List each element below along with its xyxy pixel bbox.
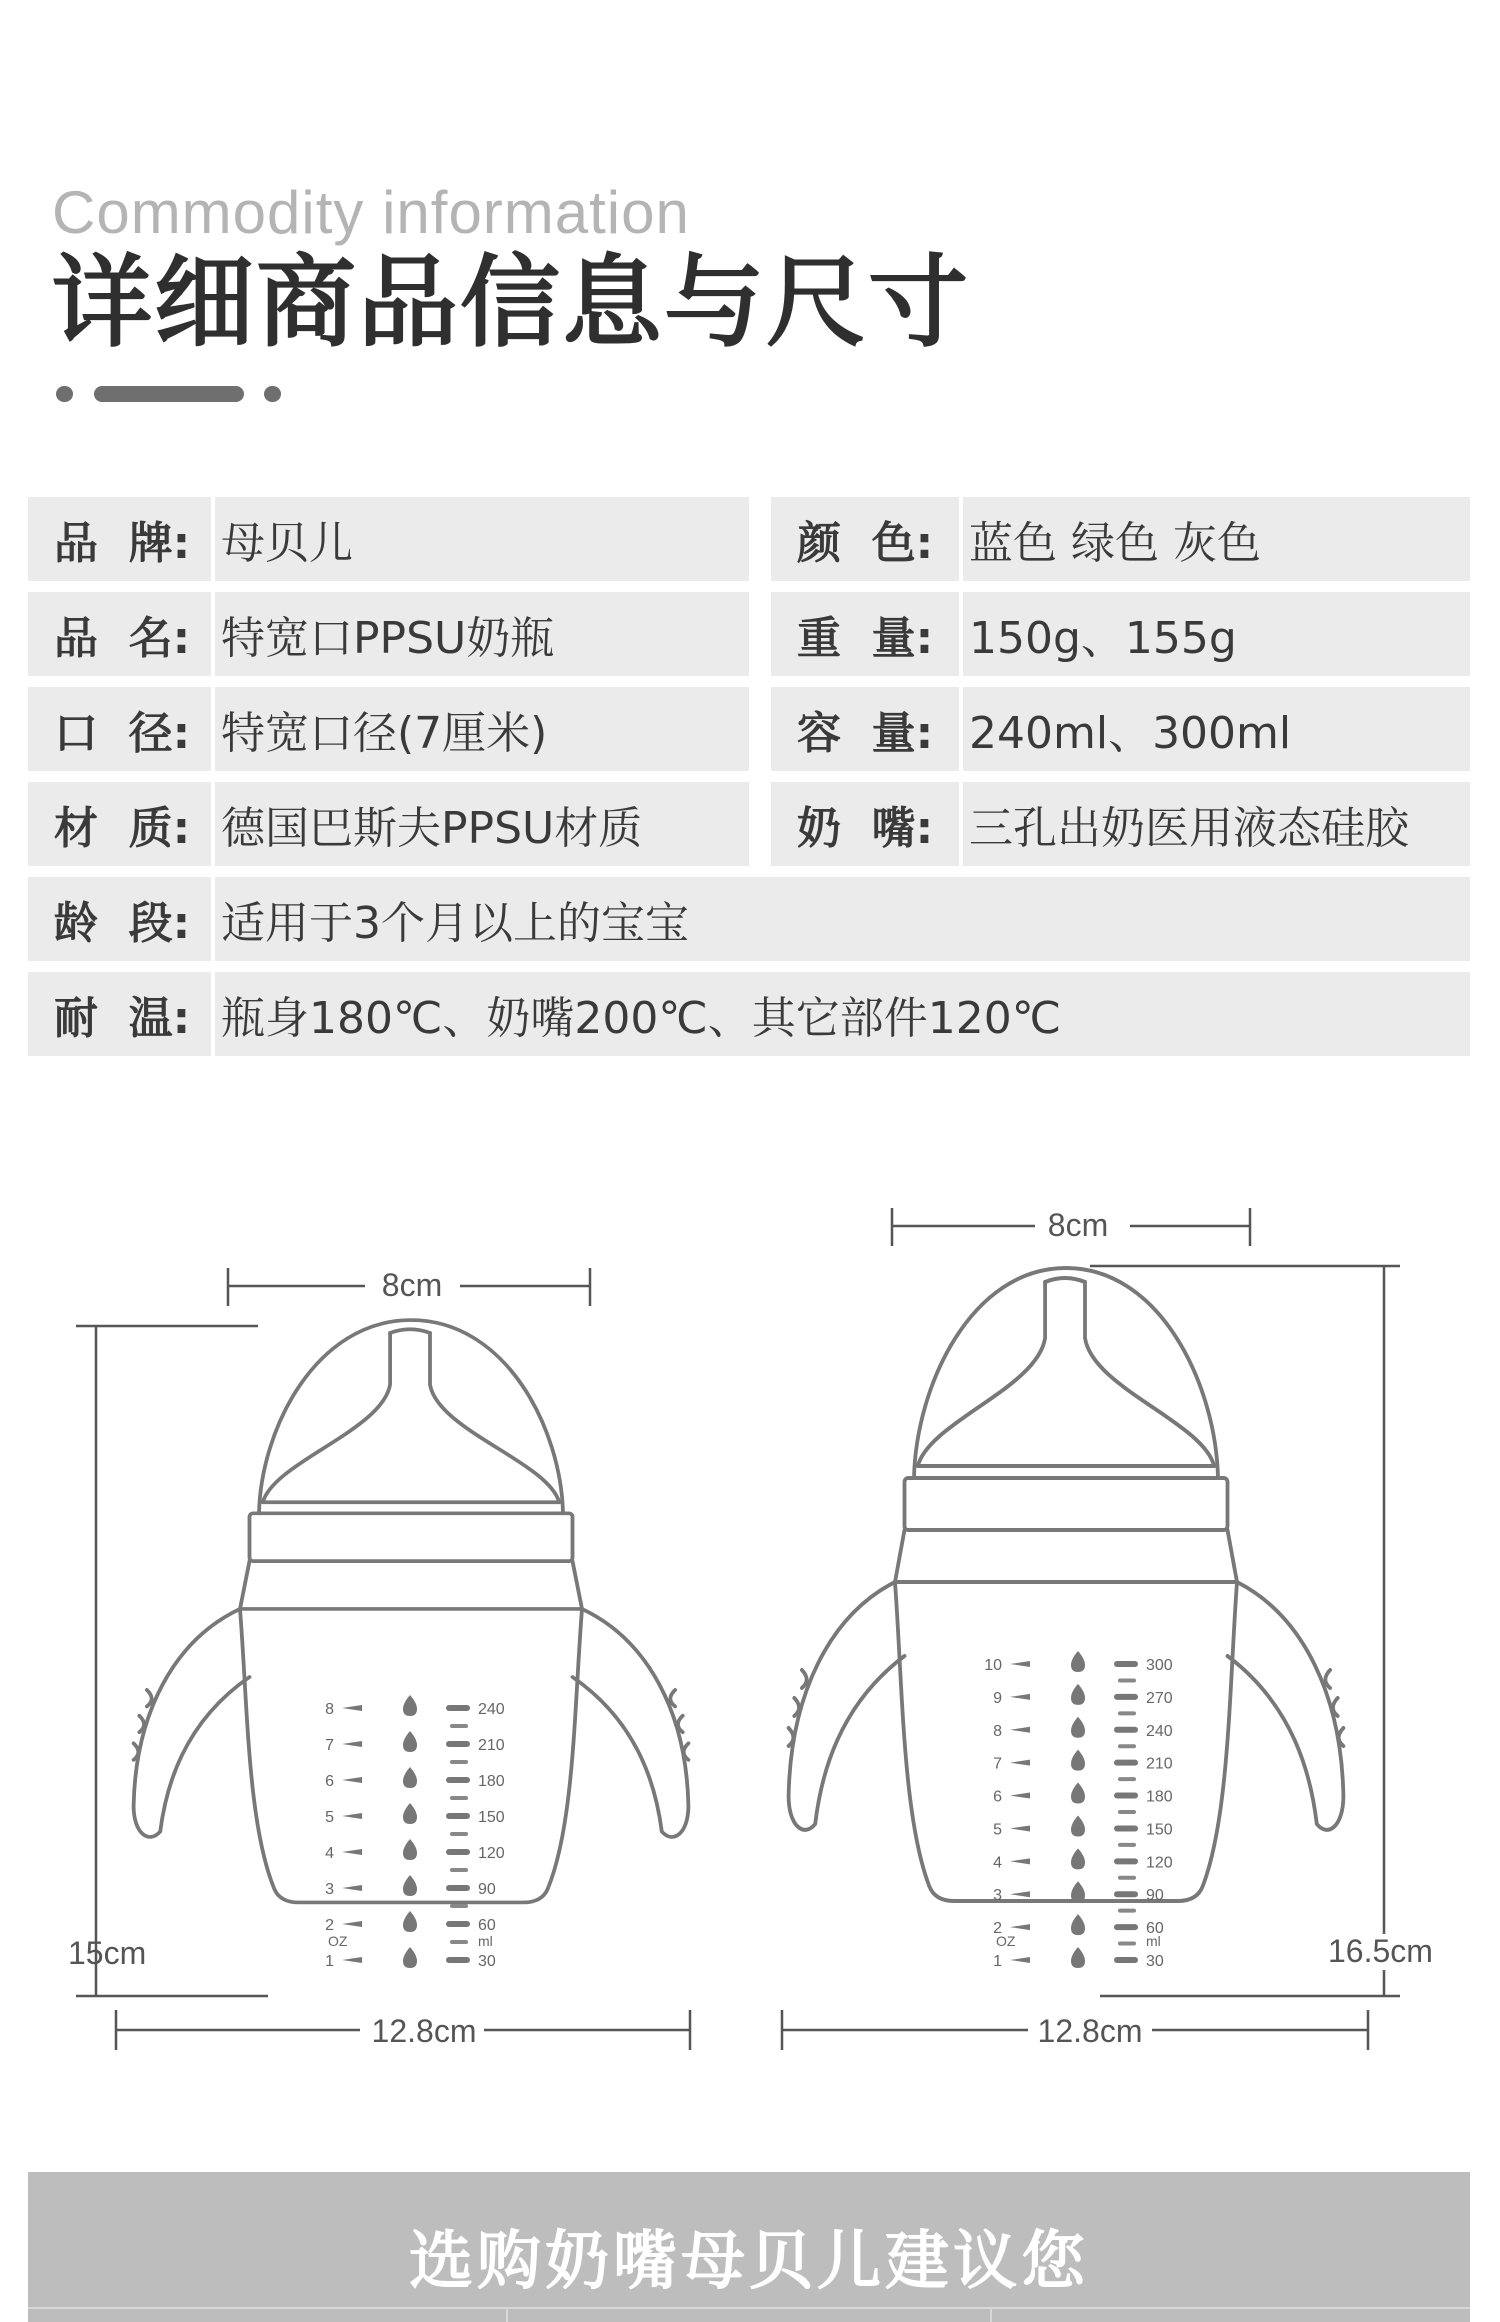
oz-mark-label: 2 (993, 1920, 1002, 1938)
oz-tick (1010, 1661, 1030, 1667)
spec-value: 瓶身180℃、奶嘴200℃、其它部件120℃ (215, 972, 1470, 1056)
oz-mark-label: 1 (993, 1953, 1002, 1970)
spec-cell-temperature (28, 972, 1470, 1056)
ml-tick (1114, 1924, 1138, 1930)
spec-value: 240ml、300ml (963, 687, 1470, 771)
banner-divider-tick (990, 2307, 992, 2322)
spec-table (28, 497, 1470, 1067)
spec-row (28, 687, 1470, 771)
oz-tick (342, 1777, 362, 1783)
oz-mark-label: 6 (993, 1788, 1002, 1806)
oz-tick (1010, 1957, 1030, 1963)
ml-minor-tick (1118, 1744, 1136, 1748)
ml-minor-tick (450, 1940, 468, 1944)
ml-mark-label: 150 (478, 1809, 505, 1826)
spec-cell-caliber (28, 687, 749, 771)
recommendation-banner (28, 2172, 1470, 2322)
spec-value: 特宽口径(7厘米) (215, 687, 749, 771)
ml-mark-label: 30 (1146, 1953, 1164, 1970)
banner-divider (28, 2307, 1470, 2309)
ml-unit-label: ml (1146, 1933, 1161, 1949)
spec-row (28, 592, 1470, 676)
drop-icon (1071, 1651, 1085, 1672)
height-label: 16.5cm (1328, 1933, 1433, 1969)
oz-mark-label: 1 (325, 1953, 334, 1970)
oz-mark-label: 3 (993, 1887, 1002, 1905)
ml-tick (1114, 1727, 1138, 1733)
oz-tick (1010, 1858, 1030, 1864)
ml-tick (446, 1813, 470, 1819)
decoration-dot-right (264, 386, 281, 402)
oz-mark-label: 8 (993, 1722, 1002, 1740)
oz-unit-label: OZ (996, 1933, 1016, 1949)
bottom-width-label: 12.8cm (1037, 2013, 1143, 2049)
spec-cell-weight (771, 592, 1470, 676)
spec-cell-color (771, 497, 1470, 581)
spec-value: 150g、155g (963, 592, 1470, 676)
ml-minor-tick (1118, 1942, 1136, 1946)
drop-icon (1071, 1717, 1085, 1738)
spec-label: 品 牌: (28, 497, 211, 581)
top-width-label: 8cm (1047, 1207, 1109, 1243)
oz-tick (342, 1921, 362, 1927)
oz-mark-label: 2 (325, 1917, 334, 1934)
drop-icon (1071, 1750, 1085, 1771)
oz-mark-label: 7 (993, 1755, 1002, 1773)
spec-label: 耐 温: (28, 972, 211, 1056)
ml-mark-label: 30 (478, 1953, 496, 1970)
drop-icon (403, 1875, 417, 1896)
oz-tick (1010, 1825, 1030, 1831)
height-label: 15cm (68, 1935, 147, 1971)
drop-icon (403, 1695, 417, 1716)
spec-label: 龄 段: (28, 877, 211, 961)
spec-cell-product-name (28, 592, 749, 676)
oz-mark-label: 7 (325, 1737, 334, 1754)
ml-tick (446, 1705, 470, 1711)
drop-icon (1071, 1947, 1085, 1968)
spec-value: 特宽口PPSU奶瓶 (215, 592, 749, 676)
oz-tick (1010, 1760, 1030, 1766)
ml-mark-label: 240 (478, 1701, 505, 1718)
measurement-scale-right (984, 1651, 1173, 1970)
spec-label: 颜 色: (771, 497, 959, 581)
ml-mark-label: 180 (478, 1773, 505, 1790)
bottle-dimension-diagram (0, 1160, 1500, 2100)
spec-cell-brand (28, 497, 749, 581)
oz-tick (1010, 1891, 1030, 1897)
ml-unit-label: ml (478, 1933, 493, 1949)
spec-row (28, 877, 1470, 961)
spec-value: 三孔出奶医用液态硅胶 (963, 782, 1470, 866)
oz-mark-label: 6 (325, 1773, 334, 1790)
ml-minor-tick (450, 1832, 468, 1836)
spec-label: 口 径: (28, 687, 211, 771)
ml-tick (446, 1921, 470, 1927)
measurement-scale-left (325, 1695, 505, 1970)
ml-tick (446, 1885, 470, 1891)
ml-tick (1114, 1694, 1138, 1700)
ml-mark-label: 60 (478, 1917, 496, 1934)
page-title: 详细商品信息与尺寸 (52, 244, 970, 361)
spec-cell-nipple (771, 782, 1470, 866)
ml-tick (1114, 1661, 1138, 1667)
ml-minor-tick (1118, 1777, 1136, 1781)
ml-tick (1114, 1793, 1138, 1799)
drop-icon (1071, 1684, 1085, 1705)
ml-minor-tick (1118, 1876, 1136, 1880)
ml-minor-tick (450, 1796, 468, 1800)
drop-icon (403, 1767, 417, 1788)
oz-tick (342, 1957, 362, 1963)
ml-minor-tick (450, 1904, 468, 1908)
dimension-lines-left (76, 1268, 690, 2050)
ml-mark-label: 120 (1146, 1854, 1173, 1872)
drop-icon (403, 1911, 417, 1932)
banner-title: 选购奶嘴母贝儿建议您 (409, 2225, 1089, 2299)
ml-mark-label: 240 (1146, 1722, 1173, 1740)
ml-mark-label: 210 (1146, 1755, 1173, 1773)
ml-minor-tick (450, 1724, 468, 1728)
oz-tick (1010, 1694, 1030, 1700)
ml-mark-label: 270 (1146, 1689, 1173, 1707)
drop-icon (403, 1839, 417, 1860)
spec-value: 适用于3个月以上的宝宝 (215, 877, 1470, 961)
subtitle-english: Commodity information (52, 179, 690, 246)
dimension-lines-right (782, 1208, 1400, 2050)
spec-label: 重 量: (771, 592, 959, 676)
spec-value: 德国巴斯夫PPSU材质 (215, 782, 749, 866)
oz-tick (1010, 1793, 1030, 1799)
spec-label: 材 质: (28, 782, 211, 866)
oz-mark-label: 4 (993, 1854, 1002, 1872)
ml-mark-label: 90 (1146, 1887, 1164, 1905)
ml-mark-label: 210 (478, 1737, 505, 1754)
spec-value: 蓝色 绿色 灰色 (963, 497, 1470, 581)
oz-unit-label: OZ (328, 1933, 348, 1949)
ml-mark-label: 60 (1146, 1920, 1164, 1938)
ml-minor-tick (1118, 1843, 1136, 1847)
drop-icon (403, 1947, 417, 1968)
spec-cell-material (28, 782, 749, 866)
oz-tick (342, 1813, 362, 1819)
drop-icon (1071, 1848, 1085, 1869)
ml-tick (446, 1849, 470, 1855)
ml-tick (1114, 1760, 1138, 1766)
spec-value: 母贝儿 (215, 497, 749, 581)
oz-mark-label: 10 (984, 1657, 1002, 1674)
ml-tick (446, 1777, 470, 1783)
drop-icon (1071, 1914, 1085, 1935)
oz-tick (342, 1885, 362, 1891)
ml-minor-tick (450, 1760, 468, 1764)
ml-tick (1114, 1957, 1138, 1963)
drop-icon (1071, 1815, 1085, 1836)
ml-minor-tick (450, 1868, 468, 1872)
ml-mark-label: 150 (1146, 1821, 1173, 1839)
ml-tick (1114, 1891, 1138, 1897)
decoration-dot-left (56, 386, 73, 402)
drop-icon (1071, 1783, 1085, 1804)
drop-icon (1071, 1881, 1085, 1902)
ml-minor-tick (1118, 1909, 1136, 1913)
oz-mark-label: 4 (325, 1845, 334, 1862)
top-width-label: 8cm (381, 1267, 443, 1303)
oz-tick (342, 1705, 362, 1711)
oz-mark-label: 8 (325, 1701, 334, 1718)
oz-mark-label: 3 (325, 1881, 334, 1898)
drop-icon (403, 1803, 417, 1824)
ml-tick (446, 1957, 470, 1963)
bottle-240ml (68, 1267, 690, 2050)
oz-tick (342, 1849, 362, 1855)
bottle-300ml (782, 1207, 1433, 2050)
ml-tick (1114, 1825, 1138, 1831)
ml-mark-label: 180 (1146, 1788, 1173, 1806)
banner-divider-tick (506, 2307, 508, 2322)
drop-icon (403, 1731, 417, 1752)
ml-mark-label: 120 (478, 1845, 505, 1862)
ml-mark-label: 90 (478, 1881, 496, 1898)
ml-tick (446, 1741, 470, 1747)
bottom-width-label: 12.8cm (371, 2013, 477, 2049)
spec-row (28, 782, 1470, 866)
oz-tick (342, 1741, 362, 1747)
spec-cell-capacity (771, 687, 1470, 771)
decoration-bar (94, 386, 244, 402)
ml-minor-tick (1118, 1678, 1136, 1682)
oz-mark-label: 5 (993, 1821, 1002, 1839)
spec-row (28, 497, 1470, 581)
oz-tick (1010, 1727, 1030, 1733)
spec-row (28, 972, 1470, 1056)
ml-minor-tick (1118, 1810, 1136, 1814)
ml-minor-tick (1118, 1711, 1136, 1715)
ml-tick (1114, 1858, 1138, 1864)
spec-label: 品 名: (28, 592, 211, 676)
spec-label: 容 量: (771, 687, 959, 771)
oz-mark-label: 9 (993, 1689, 1002, 1707)
oz-mark-label: 5 (325, 1809, 334, 1826)
spec-cell-age (28, 877, 1470, 961)
spec-label: 奶 嘴: (771, 782, 959, 866)
oz-tick (1010, 1924, 1030, 1930)
ml-mark-label: 300 (1146, 1657, 1173, 1674)
